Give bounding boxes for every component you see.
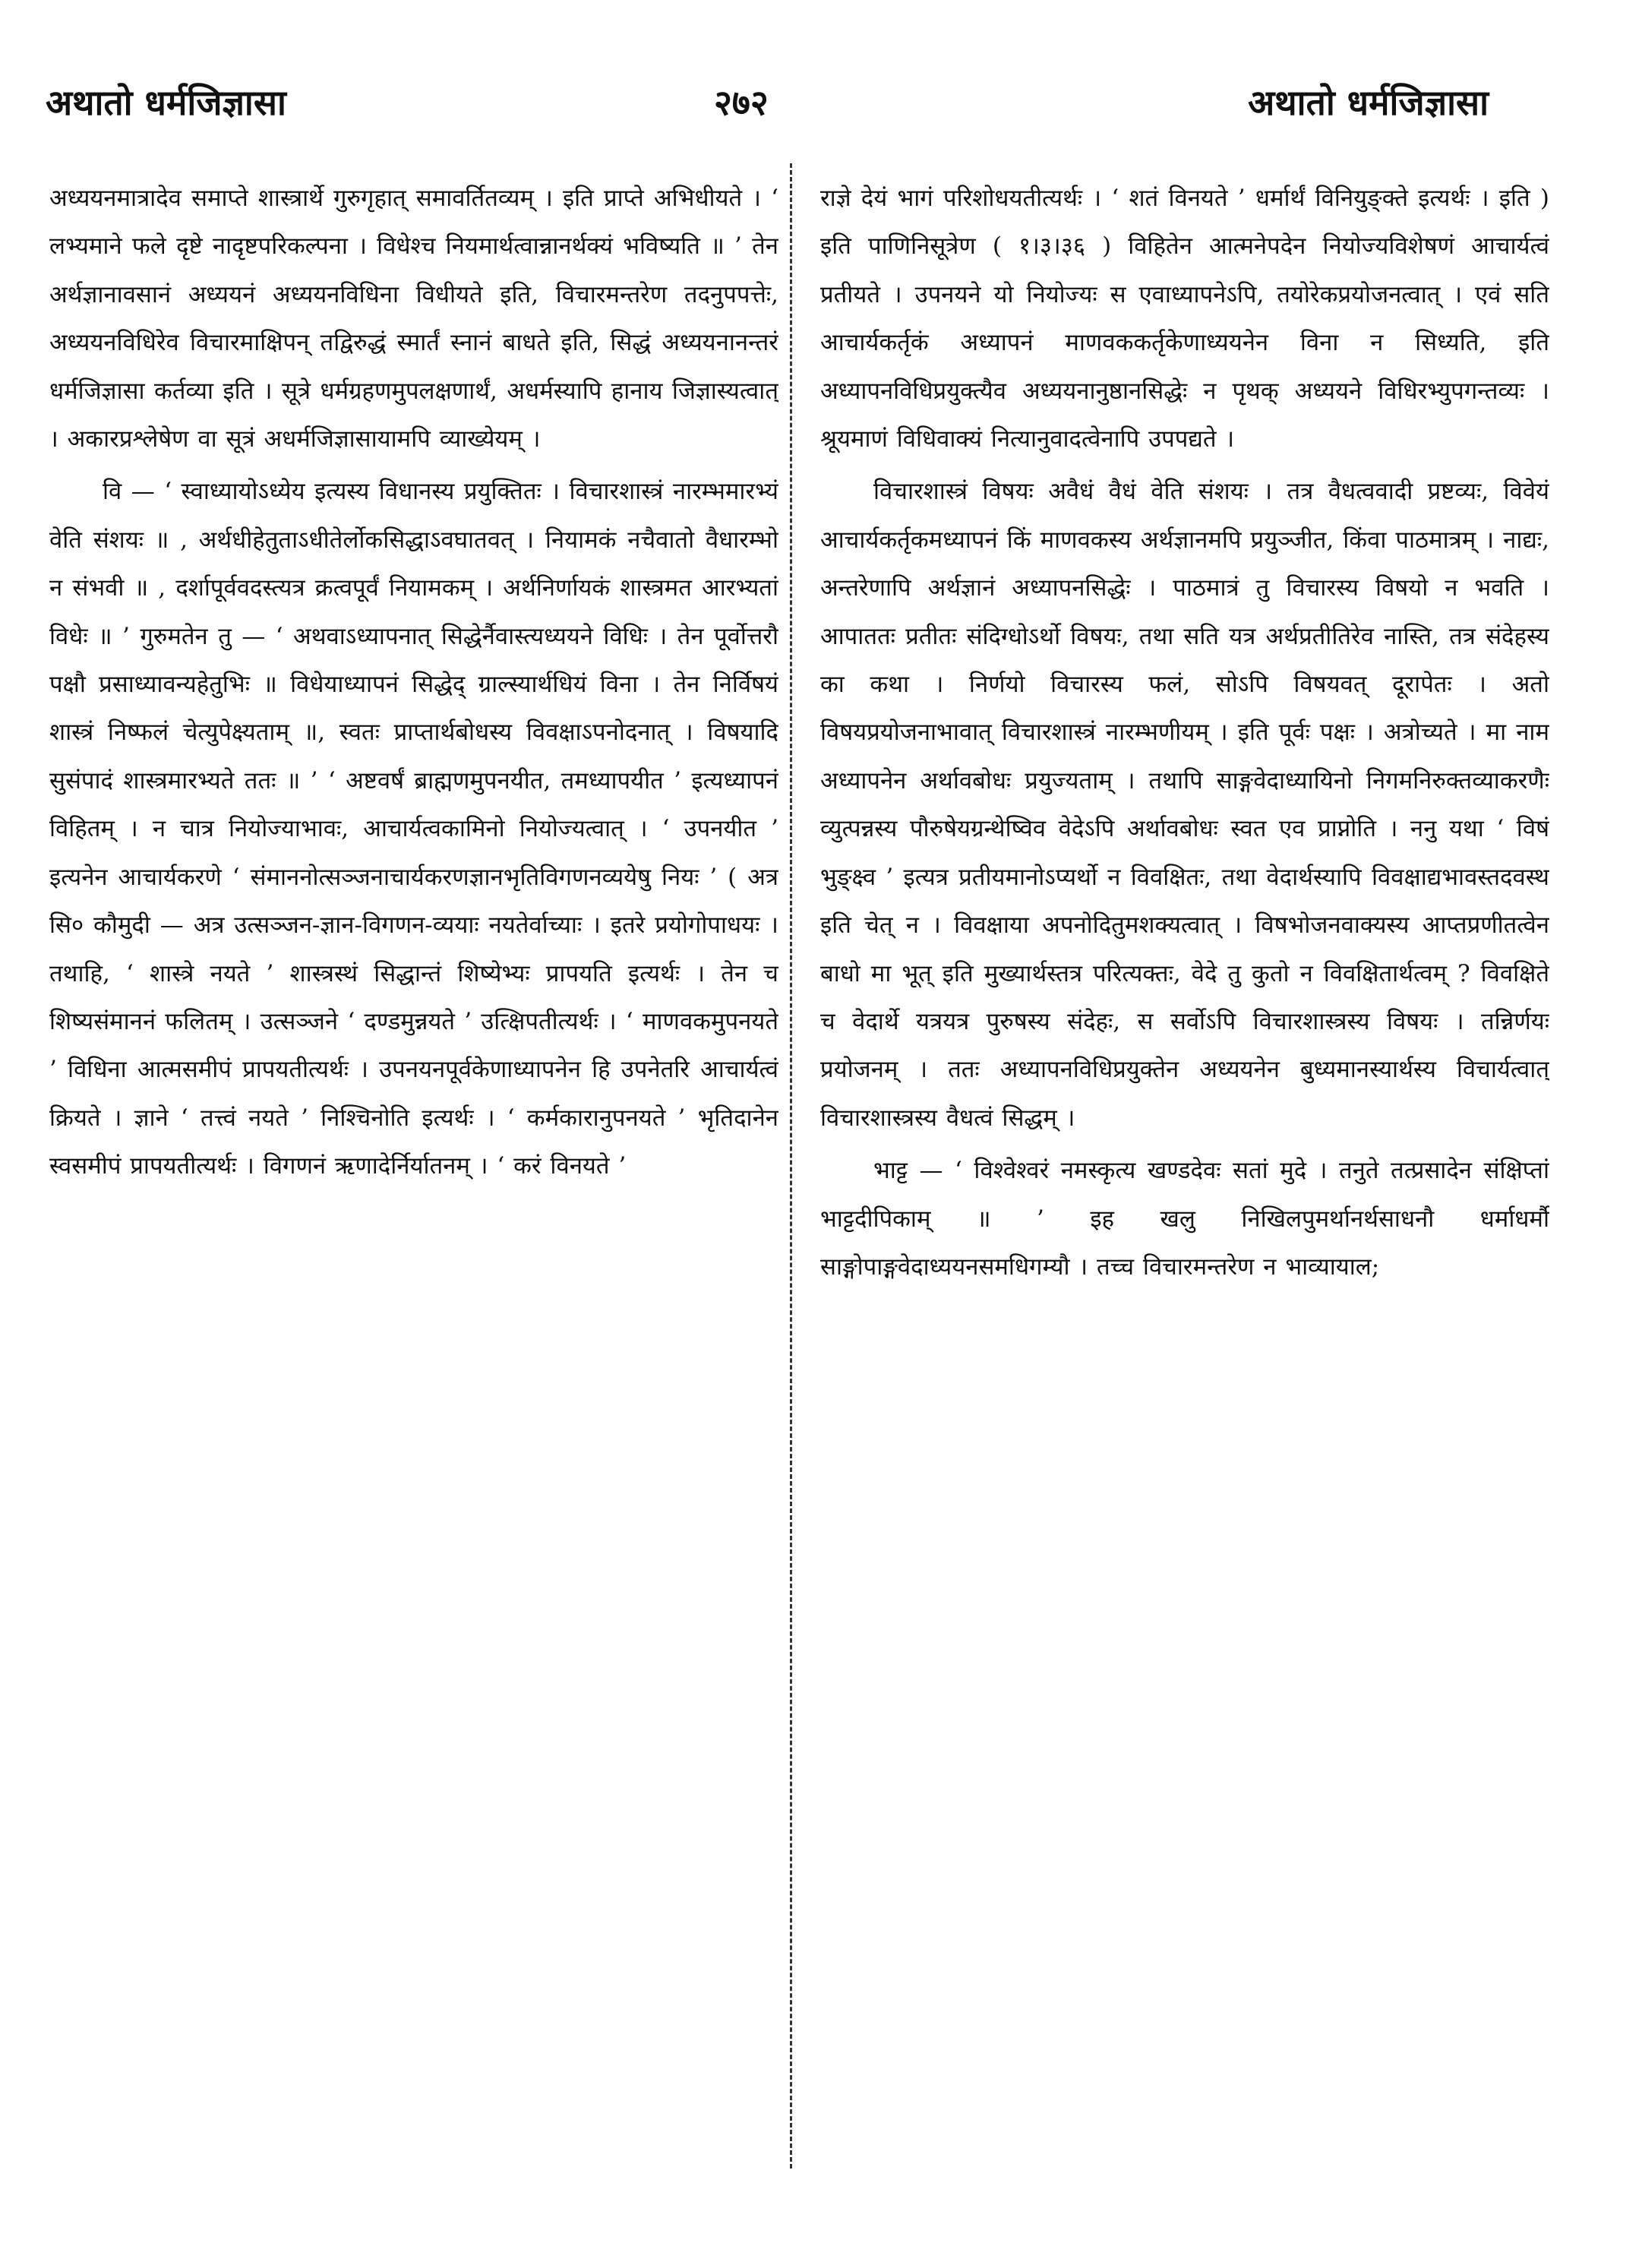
running-head-left-title: अथातो धर्मजिज्ञासा (46, 82, 286, 123)
right-paragraph-1: राज्ञे देयं भागं परिशोधयतीत्यर्थः । ‘ शतं विनयते ’ धर्मार्थं विनियुङ्क्ते इत्यर्थः । इति ) इति पाणिनिसूत्रेण ( १।३।३६ ) विहितेन आत्मनेपदेन नियोज्यविशेषणं आचार्यत्वं प्रतीयते । उपनयने यो नियोज्यः स एवाध्यापनेऽपि, तयोरेकप्रयोजनत्वात् । एवं सति आचार्यकर्तृकं अध्यापनं माणवककर्तृकेणाध्ययनेन विना न सिध्यति, इति अध्यापनविधिप्रयुक्त्यैव अध्ययनानुष्ठानसिद्धेः न पृथक् अध्ययने विधिरभ्युपगन्तव्यः । श्रूयमाणं विधिवाक्यं नित्यानुवादत्वेनापि उपपद्यते । (820, 185, 1549, 453)
right-paragraph-2: विचारशास्त्रं विषयः अवैधं वैधं वेति संशयः । तत्र वैधत्ववादी प्रष्टव्यः, विवेयं आचार्यकर्तृकमध्यापनं किं माणवकस्य अर्थज्ञानमपि प्रयुञ्जीत, किंवा पाठमात्रम् । नाद्यः, अन्तरेणापि अर्थज्ञानं अध्यापनसिद्धेः । पाठमात्रं तु विचारस्य विषयो न भवति । आपाततः प्रतीतः संदिग्धोऽर्थो विषयः, तथा सति यत्र अर्थप्रतीतिरेव नास्ति, तत्र संदेहस्य का कथा । निर्णयो विचारस्य फलं, सोऽपि विषयवत् दूरापेतः । अतो विषयप्रयोजनाभावात् विचारशास्त्रं नारम्भणीयम् । इति पूर्वः पक्षः । अत्रोच्यते । मा नाम अध्यापनेन अर्थावबोधः प्रयुज्यताम् । तथापि साङ्गवेदाध्यायिनो निगमनिरुक्तव्याकरणैः व्युत्पन्नस्य पौरुषेयग्रन्थेष्विव वेदेऽपि अर्थावबोधः स्वत एव प्राप्नोति । ननु यथा ‘ विषं भुङ्क्ष्व ’ इत्यत्र प्रतीयमानोऽप्यर्थो न विवक्षितः, तथा वेदार्थस्यापि विवक्षाद्यभावस्तदवस्थ इति चेत् न । विवक्षाया अपनोदितुमशक्यत्वात् । विषभोजनवाक्यस्य आप्तप्रणीतत्वेन बाधो मा भूत् इति मुख्यार्थस्तत्र परित्यक्तः, वेदे तु कुतो न विवक्षितार्थत्वम् ? विवक्षिते च वेदार्थे यत्रयत्र पुरुषस्य संदेहः, स सर्वोऽपि विचारशास्त्रस्य विषयः । तन्निर्णयः प्रयोजनम् । ततः अध्यापनविधिप्रयुक्तेन अध्ययनेन बुध्यमानस्यार्थस्य विचार्यत्वात् विचारशास्त्रस्य वैधत्वं सिद्धम् । (820, 478, 1549, 1132)
column-divider (790, 163, 792, 2168)
running-head (46, 80, 1489, 141)
left-column (49, 175, 778, 2225)
right-column (820, 175, 1549, 2225)
right-paragraph-3: भाट्ट — ‘ विश्वेश्वरं नमस्कृत्य खण्डदेवः सतां मुदे । तनुते तत्प्रसादेन संक्षिप्तां भाट्टदीपिकाम् ॥ ’ इह खलु निखिलपुमर्थानर्थसाधनौ धर्माधर्मौ साङ्गोपाङ्गवेदाध्ययनसमधिगम्यौ । तच्च विचारमन्तरेण न भाव्यायाल; (820, 1157, 1549, 1281)
left-paragraph-2: वि — ‘ स्वाध्यायोऽध्येय इत्यस्य विधानस्य प्रयुक्तितः । विचारशास्त्रं नारम्भमारभ्यं वेति संशयः ॥ , अर्थधीहेतुताऽधीतेर्लोकसिद्धाऽवघातवत् । नियामकं नचैवातो वैधारम्भो न संभवी ॥ , दर्शापूर्ववदस्त्यत्र क्रत्वपूर्वं नियामकम् । अर्थनिर्णायकं शास्त्रमत आरभ्यतां विधेः ॥ ’ गुरुमतेन तु — ‘ अथवाऽध्यापनात् सिद्धेर्नैवास्त्यध्ययने विधिः । तेन पूर्वोत्तरौ पक्षौ प्रसाध्यावन्यहेतुभिः ॥ विधेयाध्यापनं सिद्धेद् ग्राल्स्यार्थधियं विना । तेन निर्विषयं शास्त्रं निष्फलं चेत्युपेक्ष्यताम् ॥, स्वतः प्राप्तार्थबोधस्य विवक्षाऽपनोदनात् । विषयादि सुसंपादं शास्त्रमारभ्यते ततः ॥ ’ ‘ अष्टवर्षं ब्राह्मणमुपनयीत, तमध्यापयीत ’ इत्यध्यापनं विहितम् । न चात्र नियोज्याभावः, आचार्यत्वकामिनो नियोज्यत्वात् । ‘ उपनयीत ’ इत्यनेन आचार्यकरणे ‘ संमाननोत्सञ्जनाचार्यकरणज्ञानभृतिविगणनव्ययेषु नियः ’ ( अत्र सि० कौमुदी — अत्र उत्सञ्जन-ज्ञान-विगणन-व्ययाः नयतेर्वाच्याः । इतरे प्रयोगोपाधयः । तथाहि, ‘ शास्त्रे नयते ’ शास्त्रस्थं सिद्धान्तं शिष्येभ्यः प्रापयति इत्यर्थः । तेन च शिष्यसंमाननं फलितम् । उत्सञ्जने ‘ दण्डमुन्नयते ’ उत्क्षिपतीत्यर्थः । ‘ माणवकमुपनयते ’ विधिना आत्मसमीपं प्रापयतीत्यर्थः । उपनयनपूर्वकेणाध्यापनेन हि उपनेतरि आचार्यत्वं क्रियते । ज्ञाने ‘ तत्त्वं नयते ’ निश्चिनोति इत्यर्थः । ‘ कर्मकारानुपनयते ’ भृतिदानेन स्वसमीपं प्रापयतीत्यर्थः । विगणनं ऋणादेर्निर्यातनम् । ‘ करं विनयते ’ (49, 478, 778, 1180)
page-number: २७२ (714, 82, 769, 123)
running-head-right-title: अथातो धर्मजिज्ञासा (1248, 82, 1489, 123)
left-paragraph-1: अध्ययनमात्रादेव समाप्ते शास्त्रार्थे गुरुगृहात् समावर्तितव्यम् । इति प्राप्ते अभिधीयते । ‘ लभ्यमाने फले दृष्टे नादृष्टपरिकल्पना । विधेश्च नियमार्थत्वान्नानर्थक्यं भविष्यति ॥ ’ तेन अर्थज्ञानावसानं अध्ययनं अध्ययनविधिना विधीयते इति, विचारमन्तरेण तदनुपपत्तेः, अध्ययनविधिरेव विचारमाक्षिपन् तद्विरुद्धं स्मार्तं स्नानं बाधते इति, सिद्धं अध्ययनानन्तरं धर्मजिज्ञासा कर्तव्या इति । सूत्रे धर्मग्रहणमुपलक्षणार्थं, अधर्मस्यापि हानाय जिज्ञास्यत्वात् । अकारप्रश्लेषेण वा सूत्रं अधर्मजिज्ञासायामपि व्याख्येयम् । (49, 185, 778, 453)
